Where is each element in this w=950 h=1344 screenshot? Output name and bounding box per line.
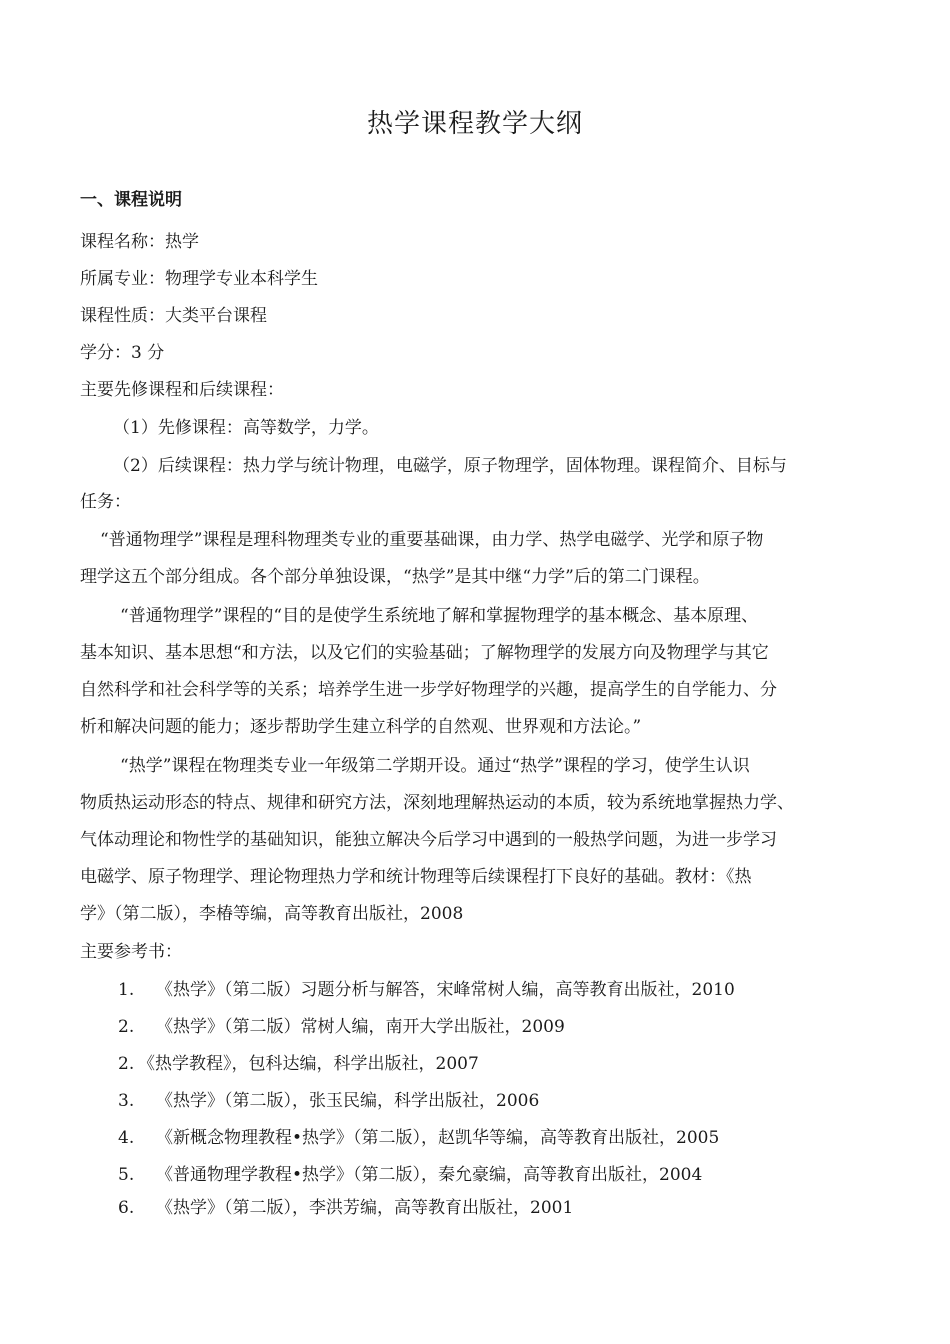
followup-courses-line1: （2）后续课程：热力学与统计物理，电磁学，原子物理学，固体物理。课程简介、目标与 — [113, 456, 787, 476]
paragraph1-line1: “普通物理学”课程是理科物理类专业的重要基础课，由力学、热学电磁学、光学和原子物 — [100, 530, 764, 550]
reference-text: 《新概念物理教程•热学》（第二版），赵凯华等编，高等教育出版社，2005 — [156, 1128, 720, 1148]
reference-number: 3. — [118, 1091, 135, 1111]
reference-text: 《热学教程》，包科达编，科学出版社，2007 — [138, 1054, 479, 1074]
paragraph2-line4: 析和解决问题的能力；逐步帮助学生建立科学的自然观、世界观和方法论。” — [80, 717, 642, 737]
reference-number: 4. — [118, 1128, 135, 1148]
reference-item — [118, 1087, 539, 1115]
reference-item — [118, 1194, 573, 1222]
followup-courses-line2: 任务： — [80, 492, 131, 512]
course-name: 课程名称：热学 — [80, 232, 199, 252]
reference-item — [118, 1124, 719, 1152]
prerequisite-courses: （1）先修课程：高等数学，力学。 — [113, 418, 379, 438]
reference-number: 2. — [118, 1017, 135, 1037]
reference-item — [118, 976, 735, 1004]
paragraph3-line4: 电磁学、原子物理学、理论物理热力学和统计物理等后续课程打下良好的基础。教材：《热 — [80, 867, 752, 887]
course-credits: 学分：3 分 — [80, 343, 165, 363]
reference-number: 2. — [118, 1054, 135, 1074]
reference-item — [118, 1161, 702, 1189]
reference-number: 6. — [118, 1198, 135, 1218]
course-major: 所属专业：物理学专业本科学生 — [80, 269, 318, 289]
references-heading: 主要参考书： — [80, 942, 182, 962]
prerequisite-heading: 主要先修课程和后续课程： — [80, 380, 284, 400]
paragraph2-line3: 自然科学和社会科学等的关系；培养学生进一步学好物理学的兴趣，提高学生的自学能力、分 — [80, 680, 777, 700]
paragraph1-line2: 理学这五个部分组成。各个部分单独设课，“热学”是其中继“力学”后的第二门课程。 — [80, 567, 710, 587]
reference-text: 《热学》（第二版），张玉民编，科学出版社，2006 — [156, 1091, 540, 1111]
reference-text: 《热学》（第二版）习题分析与解答，宋峰常树人编，高等教育出版社，2010 — [156, 980, 735, 1000]
document-title: 热学课程教学大纲 — [366, 109, 583, 139]
reference-number: 5. — [118, 1165, 135, 1185]
paragraph2-line2: 基本知识、基本思想“和方法，以及它们的实验基础；了解物理学的发展方向及物理学与其它 — [80, 643, 769, 663]
course-nature: 课程性质：大类平台课程 — [80, 306, 267, 326]
paragraph3-line5: 学》（第二版），李椿等编，高等教育出版社，2008 — [80, 904, 464, 924]
reference-text: 《热学》（第二版），李洪芳编，高等教育出版社，2001 — [156, 1198, 574, 1218]
paragraph3-line2: 物质热运动形态的特点、规律和研究方法，深刻地理解热运动的本质，较为系统地掌握热力学、 — [80, 793, 794, 813]
reference-item — [118, 1013, 565, 1041]
section-heading-course-description: 一、课程说明 — [80, 190, 182, 210]
reference-number: 1. — [118, 980, 135, 1000]
reference-item — [118, 1050, 479, 1078]
paragraph3-line3: 气体动理论和物性学的基础知识，能独立解决今后学习中遇到的一般热学问题，为进一步学习 — [80, 830, 777, 850]
paragraph3-line1: “热学”课程在物理类专业一年级第二学期开设。通过“热学”课程的学习，使学生认识 — [120, 756, 750, 776]
reference-text: 《普通物理学教程•热学》（第二版），秦允豪编，高等教育出版社，2004 — [156, 1165, 703, 1185]
reference-text: 《热学》（第二版）常树人编，南开大学出版社，2009 — [156, 1017, 565, 1037]
paragraph2-line1: “普通物理学”课程的“目的是使学生系统地了解和掌握物理学的基本概念、基本原理、 — [120, 606, 759, 626]
